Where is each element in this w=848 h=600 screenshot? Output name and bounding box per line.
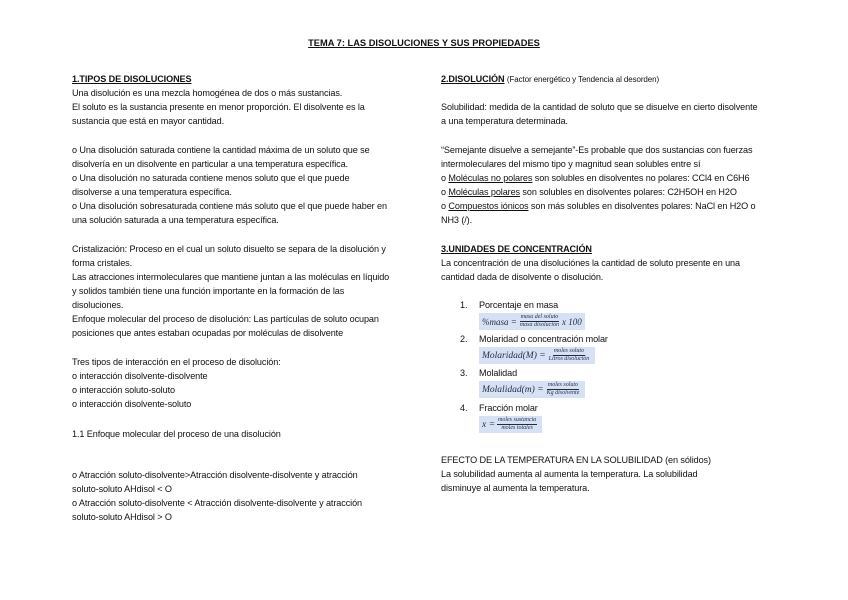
list-item — [441, 185, 737, 199]
list-number: 4. — [460, 403, 468, 413]
text-line: cantidad dada de disolvente o disolución. — [441, 272, 604, 282]
text-line: Cristalización: Proceso en el cual un soluto disuelto se separa de la disolución y — [72, 244, 386, 254]
text-line: NH3 (/). — [441, 215, 473, 225]
unit-label: Molalidad — [479, 368, 518, 378]
formula-denominator: Litros disolución — [548, 356, 590, 362]
unit-label: Fracción molar — [479, 403, 538, 413]
page-title: TEMA 7: LAS DISOLUCIONES Y SUS PROPIEDADES — [308, 38, 540, 48]
formula-numerator: moles soluto — [553, 348, 585, 354]
list-item — [441, 171, 749, 185]
text-line: La concentración de una disoluciónes la cantidad de soluto presente en una — [441, 258, 740, 268]
formula-fraction — [519, 314, 560, 329]
list-term: Moléculas no polares — [448, 173, 533, 183]
formula-fraction — [548, 348, 591, 363]
formula-numerator: masa del soluto — [520, 314, 559, 320]
text-line: o Atracción soluto-disolvente>Atracción disolvente-disolvente y atracción — [72, 470, 358, 480]
formula-denominator: Kg disolvente — [546, 390, 580, 396]
text-line: “Semejante disuelve a semejante”-Es probable que dos sustancias con fuerzas — [441, 145, 753, 155]
list-text: son solubles en disolventes polares: C2H5OH en H2O — [519, 187, 737, 197]
bullet: o — [441, 187, 449, 197]
text-line: soluto-soluto AHdisol > O — [72, 512, 172, 522]
text-line: disminuye al aumenta la temperatura. — [441, 483, 590, 493]
text-line: El soluto es la sustancia presente en menor proporción. El disolvente es la — [72, 102, 365, 112]
unit-label: Porcentaje en masa — [479, 300, 559, 310]
text-line: o interacción soluto-soluto — [72, 385, 175, 395]
text-line: forma cristales. — [72, 258, 133, 268]
text-line: posiciones que antes estaban ocupadas por moléculas de disolvente — [72, 328, 344, 338]
solubility-line — [441, 100, 757, 114]
text-line: Enfoque molecular del proceso de disolución: Las partículas de soluto ocupan — [72, 314, 379, 324]
formula-lhs: Molaridad(M) = — [482, 350, 546, 361]
bullet: o — [441, 173, 449, 183]
text-line: sustancia que está en mayor cantidad. — [72, 116, 224, 126]
solubility-label: Solubilidad — [441, 102, 485, 112]
formula-denominator: masa disolución — [519, 322, 559, 328]
text-line: una solución saturada a una temperatura específica. — [72, 215, 279, 225]
formula-fraction — [546, 382, 581, 397]
list-number: 3. — [460, 368, 468, 378]
text-line: Una disolución es una mezcla homogénea de dos o más sustancias. — [72, 88, 343, 98]
list-term: Moléculas polares — [448, 187, 520, 197]
list-item — [441, 199, 756, 213]
text-line: o interacción disolvente-disolvente — [72, 371, 208, 381]
text-line: La solubilidad aumenta al aumenta la temperatura. La solubilidad — [441, 469, 698, 479]
section-1-heading: 1.TIPOS DE DISOLUCIONES — [72, 74, 192, 84]
formula-lhs: %masa = — [482, 316, 517, 327]
list-number: 2. — [460, 334, 468, 344]
text-line: intermoleculares del mismo tipo y magnitud sean solubles entre sí — [441, 159, 701, 169]
text-line: a una temperatura determinada. — [441, 116, 568, 126]
list-term: Compuestos iónicos — [448, 201, 529, 211]
text-line: Las atracciones intermoleculares que mantiene juntan a las moléculas en líquido — [72, 272, 390, 282]
formula-percent-mass — [479, 313, 585, 330]
text-line: disoluciones. — [72, 300, 124, 310]
text-line: o Una disolución saturada contiene la cantidad máxima de un soluto que se — [72, 145, 370, 155]
text-line: disolverse a una temperatura específica. — [72, 187, 232, 197]
formula-lhs: Molalidad(m) = — [482, 384, 544, 395]
formula-fraction — [497, 417, 537, 432]
list-text: son solubles en disolventes no polares: CCl4 en C6H6 — [532, 173, 750, 183]
formula-molarity — [479, 347, 595, 364]
unit-label: Molaridad o concentración molar — [479, 334, 608, 344]
text-line: o Atracción soluto-disolvente < Atracción disolvente-disolvente y atracción — [72, 498, 362, 508]
bullet: o — [441, 201, 449, 211]
text-line: Tres tipos de interacción en el proceso de disolución: — [72, 357, 281, 367]
section-2-heading: 2.DISOLUCIÓN — [441, 74, 505, 84]
section-2-heading-line — [441, 72, 659, 87]
formula-denominator: moles totales — [501, 425, 533, 431]
text-line: o Una disolución sobresaturada contiene más soluto que el que puede haber en — [72, 201, 387, 211]
formula-numerator: moles soluto — [547, 382, 579, 388]
formula-tail: x 100 — [562, 316, 582, 327]
text-line: o Una disolución no saturada contiene menos soluto que el que puede — [72, 173, 350, 183]
list-text: son más solubles en disolventes polares: NaCl en H2O o — [528, 201, 756, 211]
formula-molality — [479, 381, 585, 398]
section-2-subtitle: (Factor energético y Tendencia al desorden) — [506, 75, 660, 84]
section-1-1-heading: 1.1 Enfoque molecular del proceso de una disolución — [72, 429, 281, 439]
text-line: soluto-soluto AHdisol < O — [72, 484, 172, 494]
section-3-heading: 3.UNIDADES DE CONCENTRACIÓN — [441, 244, 592, 254]
formula-mole-fraction — [479, 416, 542, 433]
list-number: 1. — [460, 300, 468, 310]
formula-numerator: moles sustancia — [498, 417, 537, 423]
text-line: y solidos también tiene una función importante en la formación de las — [72, 286, 345, 296]
formula-lhs: x = — [482, 419, 496, 430]
text-line: o interacción disolvente-soluto — [72, 399, 192, 409]
effect-heading: EFECTO DE LA TEMPERATURA EN LA SOLUBILIDAD (en sólidos) — [441, 455, 711, 465]
text-line: disolvería en un disolvente en particular a una temperatura específica. — [72, 159, 348, 169]
solubility-text: : medida de la cantidad de soluto que se disuelve en cierto disolvente — [484, 102, 758, 112]
